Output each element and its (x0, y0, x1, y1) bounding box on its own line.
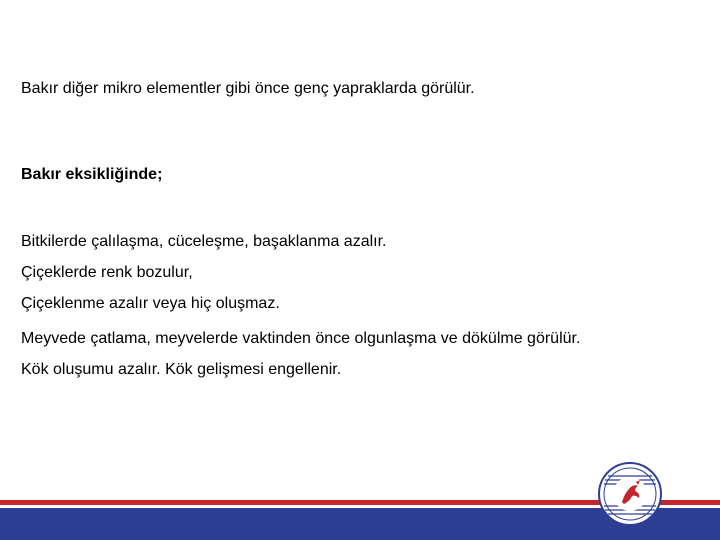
section-heading: Bakır eksikliğinde; (21, 166, 163, 183)
university-seal-icon (598, 462, 662, 526)
list-item: Çiçeklerde renk bozulur, (21, 264, 193, 281)
intro-text: Bakır diğer mikro elementler gibi önce genç yapraklarda görülür. (21, 80, 475, 97)
list-item: Çiçeklenme azalır veya hiç oluşmaz. (21, 295, 280, 312)
list-item: Meyvede çatlama, meyvelerde vaktinden önce olgunlaşma ve dökülme görülür. (21, 330, 581, 347)
list-item: Bitkilerde çalılaşma, cüceleşme, başaklanma azalır. (21, 233, 387, 250)
list-item: Kök oluşumu azalır. Kök gelişmesi engellenir. (21, 361, 342, 378)
